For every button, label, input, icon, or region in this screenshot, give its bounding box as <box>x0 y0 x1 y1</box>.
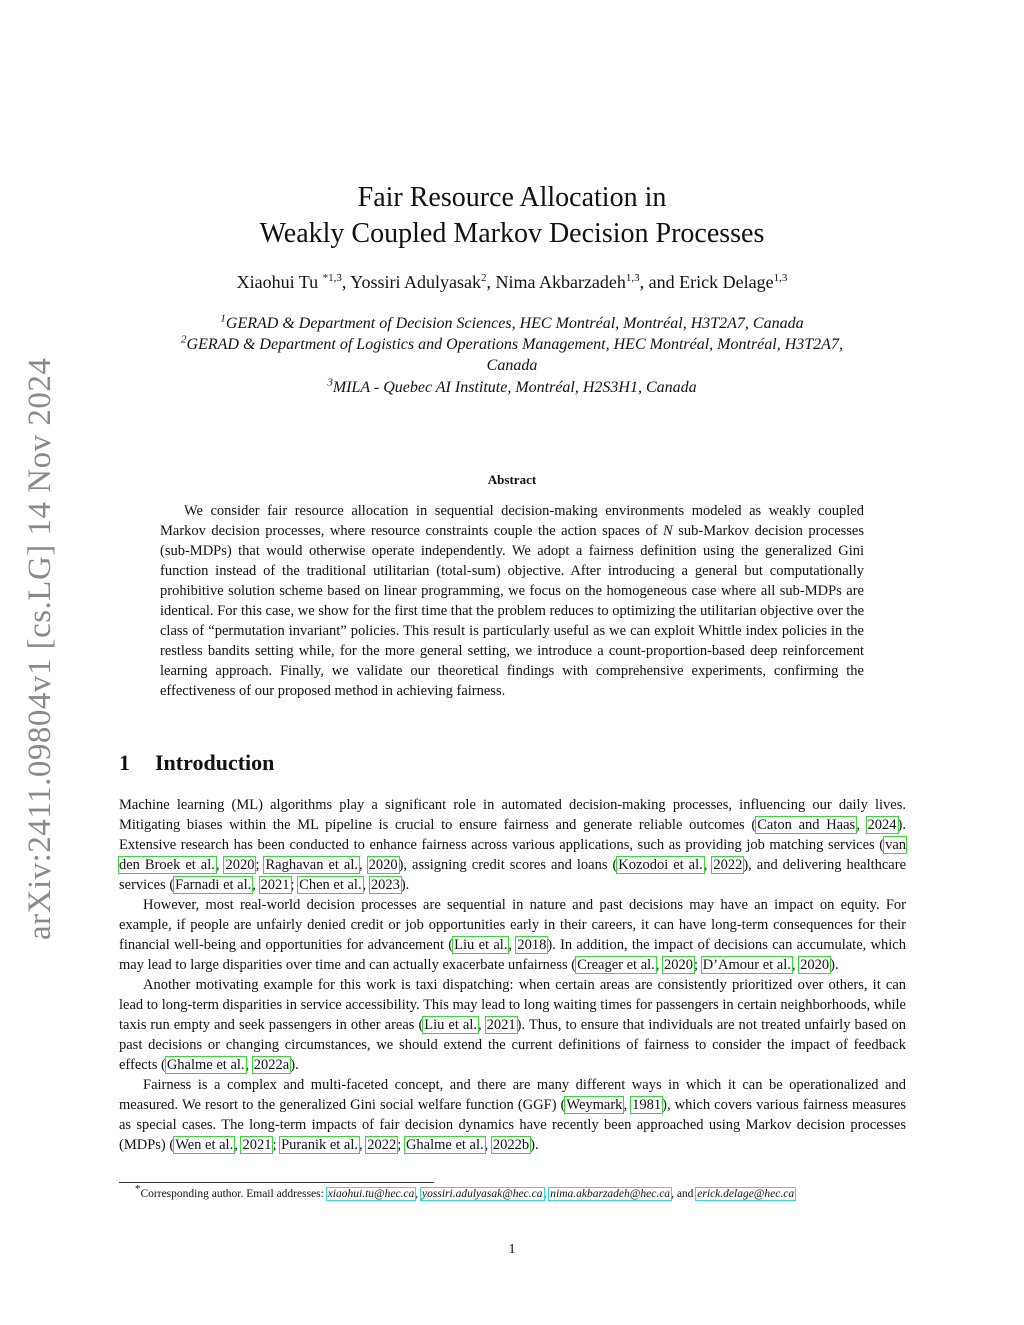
citation-link[interactable]: Caton and Haas <box>757 817 856 833</box>
citation-link[interactable]: Kozodoi et al. <box>618 857 703 873</box>
citation-link[interactable]: Puranik et al. <box>281 1137 359 1153</box>
paragraph-text: Machine learning (ML) algorithms play a significant role in automated decision-making processes, influencing our daily lives. Mitigating biases within the ML pipeline is crucial to ensure fairness and generate reliable outcomes ( <box>119 797 906 833</box>
footnote-mark: * <box>135 1183 141 1196</box>
author-name: Xiaohui Tu <box>236 272 319 292</box>
section-title: Introduction <box>155 750 275 775</box>
abstract-body <box>160 501 864 701</box>
paragraph-text: ; <box>694 957 702 973</box>
citation-link[interactable]: Ghalme et al. <box>166 1057 245 1073</box>
citation-link[interactable]: 2020 <box>225 857 255 873</box>
paragraph-text: , <box>508 937 517 953</box>
citation-link[interactable]: 2020 <box>664 957 694 973</box>
paragraph-text: ; <box>397 1137 405 1153</box>
paper-title-line-1: Fair Resource Allocation in <box>357 182 667 213</box>
email-link[interactable]: erick.delage@hec.ca <box>697 1188 795 1200</box>
citation-link[interactable]: Liu et al. <box>424 1017 477 1033</box>
paragraph-text: , <box>623 1097 632 1113</box>
author-list: Xiaohui Tu $^{*1,3}$, Yossiri Adulyasak$^2$, Nima Akbarzadeh$^{1,3}$, and Erick Delage$^{1,3}$ <box>236 272 788 292</box>
citation-link[interactable]: Weymark <box>566 1097 623 1113</box>
citation-link[interactable]: Farnadi et al. <box>175 877 252 893</box>
citation-link[interactable]: Wen et al. <box>175 1137 234 1153</box>
abstract-heading: Abstract <box>487 472 537 487</box>
affiliation-text: MILA - Quebec AI Institute, Montréal, H2S3H1, Canada <box>332 379 697 396</box>
paragraph-text: , <box>234 1137 242 1153</box>
citation-link[interactable]: Chen et al. <box>299 877 362 893</box>
email-link[interactable]: yossiri.adulyasak@hec.ca <box>422 1188 543 1200</box>
author-name: Erick Delage <box>679 272 774 292</box>
section-number: 1 <box>119 750 130 775</box>
email-link[interactable]: nima.akbarzadeh@hec.ca <box>550 1188 671 1200</box>
author-affiliation-mark: 1,3 <box>625 272 640 284</box>
paragraph-text: , <box>362 877 370 893</box>
citation-link[interactable]: 2021 <box>242 1137 272 1153</box>
affiliation-text: GERAD & Department of Decision Sciences, HEC Montréal, Montréal, H3T2A7, Canada <box>225 315 804 332</box>
footnote <box>135 1183 915 1202</box>
paragraph-text: ). <box>400 877 410 893</box>
affiliation-mark: 1 <box>220 312 226 325</box>
paragraph-text: ). <box>290 1057 299 1073</box>
paragraph-text: , <box>359 1137 367 1153</box>
intro-paragraph <box>119 895 906 975</box>
affiliation-3 <box>0 377 1024 398</box>
paragraph-text: , <box>478 1017 486 1033</box>
citation-link[interactable]: 2020 <box>368 857 398 873</box>
page-number: 1 <box>508 1242 516 1257</box>
paragraph-text: ), and delivering healthcare services ( <box>119 857 907 893</box>
affiliation-text: GERAD & Department of Logistics and Operations Management, HEC Montréal, Montréal, H3T2A7, <box>186 336 843 353</box>
intro-paragraph <box>119 975 906 1075</box>
citation-link[interactable]: D’Amour et al. <box>702 957 791 973</box>
citation-link[interactable]: 2020 <box>800 957 830 973</box>
footnote-separator: , <box>543 1188 550 1200</box>
citation-link[interactable]: Creager et al. <box>577 957 655 973</box>
paragraph-text: ). <box>830 957 839 973</box>
paragraph-text: , <box>484 1137 492 1153</box>
citation-link[interactable]: 2021 <box>486 1017 516 1033</box>
footnote-separator: , and <box>671 1188 697 1200</box>
footnote-rule <box>119 1182 434 1183</box>
section-heading <box>119 750 274 776</box>
paragraph-text: ). <box>530 1137 539 1153</box>
paragraph-text: ), which covers various fairness measures as special cases. The long-term impacts of fair decision dynamics have recently been approached using Markov decision processes (MDPs) ( <box>119 1097 906 1153</box>
author-affiliation-mark: 1,3 <box>773 272 788 284</box>
paragraph-text: , <box>791 957 800 973</box>
paragraph-text: , <box>703 857 713 873</box>
email-link[interactable]: xiaohui.tu@hec.ca <box>327 1188 415 1200</box>
paragraph-text: However, most real-world decision processes are sequential in nature and past decisions may have an impact on equity. For example, if people are unfairly denied credit or job opportunities early in their careers, it can have long-term consequences for their financial well-being and opportunities for advancement ( <box>119 897 906 953</box>
citation-link[interactable]: Ghalme et al. <box>405 1137 484 1153</box>
paragraph-text: , <box>856 817 867 833</box>
paragraph-text: , <box>655 957 664 973</box>
footnote-separator: , <box>415 1188 422 1200</box>
author-name: Yossiri Adulyasak <box>350 272 481 292</box>
citation-link[interactable]: 1981 <box>632 1097 662 1113</box>
arxiv-identifier-stamp: arXiv:2411.09804v1 [cs.LG] 14 Nov 2024 <box>22 357 58 940</box>
paragraph-text: , <box>252 877 260 893</box>
affiliation-1 <box>0 313 1024 334</box>
citation-link[interactable]: 2023 <box>370 877 400 893</box>
paper-title-line-2: Weakly Coupled Markov Decision Processes <box>259 218 765 249</box>
footnote-text: Corresponding author. Email addresses: <box>140 1188 327 1200</box>
paragraph-text: ; <box>290 877 299 893</box>
paragraph-text: , <box>215 857 225 873</box>
paragraph-text: ). Extensive research has been conducted to enhance fairness across various applications, such as providing job matching services ( <box>119 817 907 853</box>
author-affiliation-mark: 2 <box>480 272 487 284</box>
citation-link[interactable]: 2022a <box>253 1057 290 1073</box>
paragraph-text: ; <box>272 1137 281 1153</box>
citation-link[interactable]: Raghavan et al. <box>265 857 358 873</box>
citation-link[interactable]: 2022b <box>492 1137 530 1153</box>
citation-link[interactable]: Liu et al. <box>454 937 508 953</box>
affiliation-2 <box>0 334 1024 355</box>
paragraph-text: , <box>245 1057 253 1073</box>
author-name: Nima Akbarzadeh <box>495 272 626 292</box>
intro-paragraph <box>119 795 906 895</box>
paragraph-text: Another motivating example for this work is taxi dispatching: when certain areas are consistently prioritized over others, it can lead to long-term disparities in service accessibility. This may lead to long waiting times for passengers in certain neighborhoods, while taxis run empty and seek passengers in other areas ( <box>119 977 906 1033</box>
abstract-text: We consider fair resource allocation in sequential decision-making environments modeled as weakly coupled Markov decision processes, where resource constraints couple the action spaces of <box>160 503 864 539</box>
introduction-body <box>119 795 906 1155</box>
paragraph-text: ), assigning credit scores and loans ( <box>398 857 618 873</box>
author-separator: , and <box>639 272 680 292</box>
paragraph-text: Fairness is a complex and multi-faceted concept, and there are many different ways in which it can be operationalized and measured. We resort to the generalized Gini social welfare function (GGF) ( <box>119 1077 906 1113</box>
paragraph-text: , <box>358 857 368 873</box>
citation-link[interactable]: 2022 <box>713 857 743 873</box>
affiliation-mark: 2 <box>181 333 187 346</box>
paragraph-text: ). Thus, to ensure that individuals are not treated unfairly based on past decisions or changing circumstances, we should extend the current definitions of fairness to consider the impact of feedback effects ( <box>119 1017 906 1073</box>
intro-paragraph <box>119 1075 906 1155</box>
citation-link[interactable]: 2024 <box>867 817 897 833</box>
citation-link[interactable]: 2021 <box>260 877 290 893</box>
citation-link[interactable]: 2022 <box>367 1137 397 1153</box>
affiliation-mark: 3 <box>327 376 333 389</box>
affiliation-2-continued: Canada <box>486 357 538 374</box>
paragraph-text: ; <box>255 857 265 873</box>
abstract-text: sub-Markov decision processes (sub-MDPs) that would otherwise operate independently. We adopt a fairness definition using the generalized Gini function instead of the traditional utilitarian (total-sum) objective. After introducing a general but computationally prohibitive solution scheme based on linear programming, we focus on the homogeneous case where all sub-MDPs are identical. For this case, we show for the first time that the problem reduces to optimizing the utilitarian objective over the class of “permutation invariant” policies. This result is particularly useful as we can exploit Whittle index policies in the restless bandits setting while, for the more general setting, we introduce a count-proportion-based deep reinforcement learning approach. Finally, we validate our theoretical findings with comprehensive experiments, confirming the effectiveness of our proposed method in achieving fairness. <box>160 523 865 699</box>
citation-link[interactable]: van den Broek et al. <box>119 837 906 873</box>
citation-link[interactable]: 2018 <box>517 937 547 953</box>
math-symbol: N <box>663 523 673 539</box>
paragraph-text: ). In addition, the impact of decisions can accumulate, which may lead to large disparities over time and can actually exacerbate unfairness ( <box>119 937 906 973</box>
author-affiliation-mark: *1,3 <box>322 272 342 284</box>
